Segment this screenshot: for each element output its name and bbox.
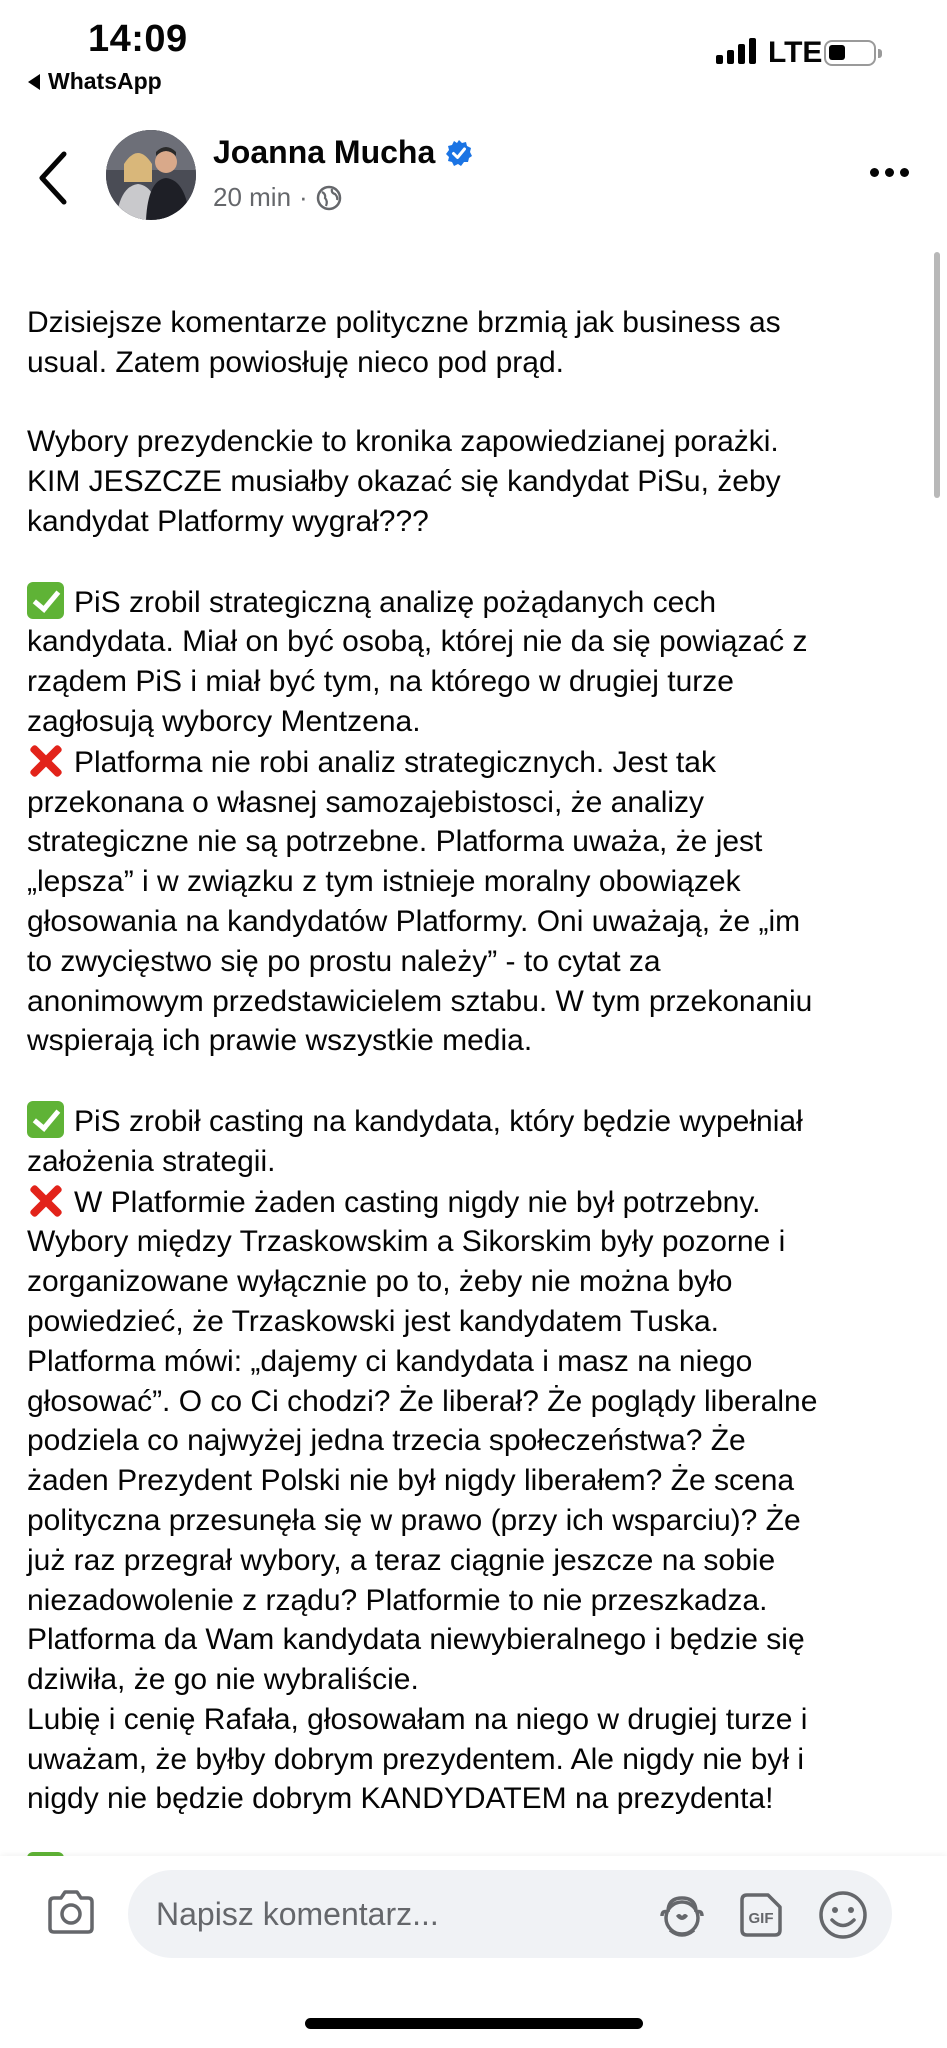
post-line xyxy=(27,783,932,823)
paragraph-gap xyxy=(27,383,932,423)
check-mark-emoji xyxy=(27,582,64,619)
post-line xyxy=(27,422,932,462)
post-line-text: KIM JESZCZE musiałby okazać się kandydat PiSu, żeby xyxy=(27,465,781,499)
post-line xyxy=(27,942,932,982)
post-line-text: dziwiła, że go nie wybraliście. xyxy=(27,1663,419,1697)
post-line-text: żaden Prezydent Polski nie był nigdy liberałem? Że scena xyxy=(27,1464,795,1498)
post-line xyxy=(27,1382,932,1422)
post-line xyxy=(27,1101,932,1142)
network-type: LTE xyxy=(768,36,823,69)
post-line-text: W Platformie żaden casting nigdy nie był potrzebny. xyxy=(74,1185,761,1219)
post-line xyxy=(27,1342,932,1382)
author-name-label: Joanna Mucha xyxy=(213,134,436,170)
post-line-text: usual. Zatem powiosłuję nieco pod prąd. xyxy=(27,345,564,379)
post-line-text: Wybory między Trzaskowskim a Sikorskim były pozorne i xyxy=(27,1225,786,1259)
post-line-text: głosowania na kandydatów Platformy. Oni uważają, że „im xyxy=(27,904,801,938)
post-line-text: polityczna przesunęła się w prawo (przy ich wsparciu)? Że xyxy=(27,1503,801,1537)
author-avatar[interactable] xyxy=(106,130,196,220)
post-line xyxy=(27,303,932,343)
post-line xyxy=(27,582,932,623)
post-line xyxy=(27,902,932,942)
post-line-text: to zwycięstwo się po prostu należy” - to cytat za xyxy=(27,944,661,978)
gif-icon[interactable] xyxy=(736,1890,786,1940)
post-line xyxy=(27,1620,932,1660)
post-line-text: niezadowolenie z rządu? Platformie to nie przeszkadza. xyxy=(27,1583,768,1617)
emoji-icon[interactable] xyxy=(816,1888,870,1942)
back-to-app-link[interactable] xyxy=(28,68,162,95)
post-line xyxy=(27,1541,932,1581)
post-line-text: zagłosują wyborcy Mentzena. xyxy=(27,704,421,738)
post-line xyxy=(27,1222,932,1262)
check-mark-emoji xyxy=(27,1101,64,1138)
signal-strength-icon xyxy=(716,38,756,64)
post-line-text: założenia strategii. xyxy=(27,1144,276,1178)
post-line xyxy=(27,662,932,702)
post-line-text: Platforma mówi: „dajemy ci kandydata i masz na niego xyxy=(27,1344,753,1378)
post-line xyxy=(27,1700,932,1740)
status-time: 14:09 xyxy=(88,18,188,60)
post-line-text: PiS zrobił casting na kandydata, który będzie wypełniał xyxy=(74,1104,803,1138)
post-line xyxy=(27,742,932,783)
comment-placeholder: Napisz komentarz... xyxy=(156,1896,439,1932)
status-bar xyxy=(0,0,947,100)
post-line-text: anonimowym przedstawicielem sztabu. W tym przekonaniu xyxy=(27,984,813,1018)
post-line xyxy=(27,822,932,862)
comment-bar xyxy=(0,1856,947,2048)
cross-mark-emoji xyxy=(27,1182,64,1219)
post-line xyxy=(27,1302,932,1342)
post-line-text: głosować”. O co Ci chodzi? Że liberał? Że poglądy liberalne xyxy=(27,1384,818,1418)
post-line xyxy=(27,1779,932,1819)
post-line-text: nigdy nie będzie dobrym KANDYDATEM na prezydenta! xyxy=(27,1782,774,1816)
post-line-text: rządem PiS i miał być tym, na którego w drugiej turze xyxy=(27,665,734,699)
post-time[interactable]: 20 min xyxy=(213,182,292,212)
post-line xyxy=(27,1660,932,1700)
post-line xyxy=(27,343,932,383)
globe-icon xyxy=(316,185,342,211)
post-line xyxy=(27,502,932,542)
post-line-text: Platforma da Wam kandydata niewybieralnego i będzie się xyxy=(27,1623,805,1657)
post-line xyxy=(27,1501,932,1541)
post-line xyxy=(27,702,932,742)
verified-badge-icon xyxy=(445,139,473,167)
back-app-label: WhatsApp xyxy=(48,68,162,94)
post-line xyxy=(27,1740,932,1780)
post-line-text: uważam, że byłby dobrym prezydentem. Ale nigdy nie był i xyxy=(27,1742,805,1776)
post-header xyxy=(0,120,947,230)
comment-input[interactable] xyxy=(128,1870,892,1958)
gif-label: GIF xyxy=(748,1910,774,1927)
post-line-text: wspierają ich prawie wszystkie media. xyxy=(27,1024,533,1058)
more-options-icon[interactable] xyxy=(870,168,909,177)
author-name[interactable] xyxy=(213,134,473,171)
post-line xyxy=(27,622,932,662)
scrollbar[interactable] xyxy=(934,252,940,498)
post-line-text: podziela co najwyżej jedna trzecia społeczeństwa? Że xyxy=(27,1424,746,1458)
post-line-text: Wybory prezydenckie to kronika zapowiedzianej porażki. xyxy=(27,425,779,459)
back-arrow-icon[interactable] xyxy=(34,148,74,208)
paragraph-gap xyxy=(27,1061,932,1101)
post-line xyxy=(27,1142,932,1182)
post-line-text: już raz przegrał wybory, a teraz ciągnie jeszcze na sobie xyxy=(27,1543,776,1577)
camera-icon[interactable] xyxy=(44,1886,98,1940)
avatar-sticker-icon[interactable] xyxy=(656,1890,708,1942)
post-line-text: Lubię i cenię Rafała, głosowałam na niego w drugiej turze i xyxy=(27,1702,808,1736)
post-line xyxy=(27,1461,932,1501)
post-line xyxy=(27,1581,932,1621)
post-text xyxy=(27,303,932,1819)
post-line-text: powiedzieć, że Trzaskowski jest kandydatem Tuska. xyxy=(27,1304,719,1338)
post-line-text: „lepsza” i w związku z tym istnieje moralny obowiązek xyxy=(27,865,741,899)
post-line xyxy=(27,1262,932,1302)
post-meta xyxy=(213,182,342,213)
post-line-text: zorganizowane wyłącznie po to, żeby nie można było xyxy=(27,1265,733,1299)
post-line-text: kandydat Platformy wygrał??? xyxy=(27,504,429,538)
post-line xyxy=(27,1021,932,1061)
back-triangle-icon xyxy=(28,74,40,90)
post-line-text: Platforma nie robi analiz strategicznych. Jest tak xyxy=(74,745,716,779)
post-line xyxy=(27,1182,932,1223)
meta-separator: · xyxy=(299,182,308,212)
post-line-text: strategiczne nie są potrzebne. Platforma uważa, że jest xyxy=(27,825,763,859)
post-line-text: PiS zrobil strategiczną analizę pożądanych cech xyxy=(74,585,717,619)
post-line-text: kandydata. Miał on być osobą, której nie da się powiązać z xyxy=(27,625,808,659)
post-line xyxy=(27,862,932,902)
post-line-text: przekonana o własnej samozajebistosci, że analizy xyxy=(27,785,705,819)
post-line-text: Dzisiejsze komentarze polityczne brzmią jak business as xyxy=(27,306,781,339)
post-line xyxy=(27,982,932,1022)
cross-mark-emoji xyxy=(27,742,64,779)
post-line xyxy=(27,462,932,502)
paragraph-gap xyxy=(27,542,932,582)
post-line xyxy=(27,1421,932,1461)
battery-icon xyxy=(824,40,876,66)
home-indicator[interactable] xyxy=(305,2018,643,2029)
